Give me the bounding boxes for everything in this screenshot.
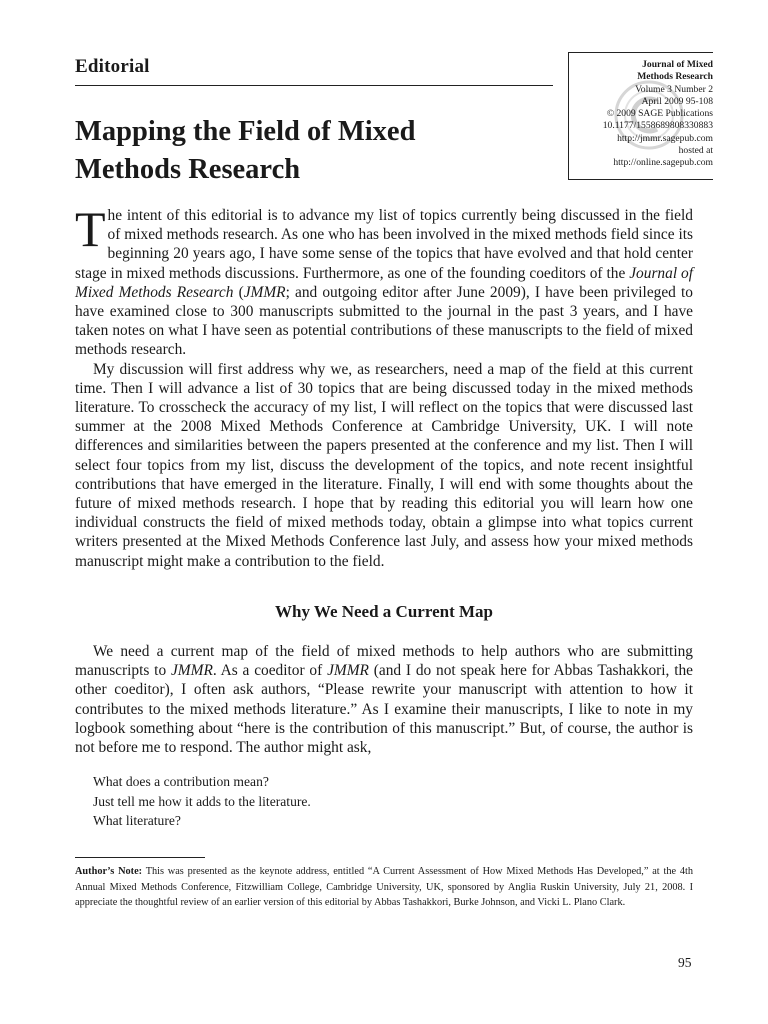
text-run: (and I do not speak here for Abbas Tashakkori, the other coeditor), I often ask authors, “Please rewrite your manuscript with attention to how it contributes to the mixed methods literature.” As I examine their manuscripts, I like to note in my logbook something about “here is the contribution of this manuscript.” But, of course, the author is not before me to respond. The author might ask, <box>75 662 693 757</box>
journal-online-url[interactable]: http://online.sagepub.com <box>613 157 713 169</box>
text-run: he intent of this editorial is to advance my list of topics currently being discussed in the field of mixed methods research. As one who has been involved in the mixed methods field since its beginning 20 years ago, I have some sense of the topics that have evolved and that hold center stage in mixed methods discussions. Furthermore, as one of the founding coeditors of the <box>75 207 693 282</box>
text-run: We need a current map of the field of mixed methods to help authors who are submitting manuscripts to <box>75 643 693 680</box>
section-label: Editorial <box>75 56 150 77</box>
section-heading: Why We Need a Current Map <box>274 601 493 621</box>
journal-abbrev-ref: JMMR <box>243 283 286 301</box>
quote-line: What does a contribution mean? <box>93 774 269 790</box>
journal-info-box <box>568 52 713 180</box>
article-title <box>75 113 555 189</box>
journal-volume: Volume 3 Number 2 <box>635 83 713 95</box>
journal-date-pages: April 2009 95-108 <box>641 95 713 107</box>
intro-paragraph-2: My discussion will first address why we, as researchers, need a map of the field at this current time. Then I will advance a list of 30 topics that are being discussed today in the mixed methods literature. To crosscheck the accuracy of my list, I will reflect on the topics that were discussed last summer at the 2008 Mixed Methods Conference at Cambridge University, UK. I will note differences and similarities between the papers presented at the conference and my list. Then I will select four topics from my list, discuss the development of the topics, and note recent insightful contributions that have emerged in the literature. Finally, I will end with some thoughts about the future of mixed methods research. I hope that by reading this editorial you will learn how one individual constructs the field of mixed methods today, obtain a glimpse into what topics current writers presented at the Mixed Methods Conference last July, and assess how your mixed methods manuscript might make a contribution to the field. <box>75 360 693 570</box>
journal-title-ref: Journal of Mixed Methods Research <box>75 264 693 301</box>
text-run: ( <box>233 283 244 301</box>
quote-line: Just tell me how it adds to the literature. <box>93 793 311 809</box>
authors-note <box>75 864 693 911</box>
footnote-rule <box>75 857 205 858</box>
block-quote <box>93 772 693 831</box>
journal-abbrev-ref: JMMR <box>327 662 369 680</box>
title-line-1: Mapping the Field of Mixed <box>75 116 416 147</box>
section-paragraph-1 <box>75 642 693 757</box>
header-rule <box>75 85 553 86</box>
journal-abbrev-ref: JMMR <box>170 662 213 680</box>
text-run: ; and outgoing editor after June 2009), I have been privileged to have examined close to 300 manuscripts submitted to the journal in the past 3 years, and I have taken notes on what I have seen as potential contributions of these manuscripts to the field of mixed methods research. <box>75 283 693 359</box>
journal-name-line-2: Methods Research <box>637 71 713 83</box>
journal-name-line-1: Journal of Mixed <box>642 59 713 70</box>
intro-paragraph-1 <box>75 201 693 360</box>
article-body <box>75 201 693 831</box>
journal-url[interactable]: http://jmmr.sagepub.com <box>617 132 713 144</box>
text-run: . As a coeditor of <box>212 662 328 680</box>
drop-cap: T <box>75 201 106 257</box>
journal-copyright: © 2009 SAGE Publications <box>606 108 713 120</box>
quote-line: What literature? <box>93 813 181 829</box>
title-line-2: Methods Research <box>75 154 301 185</box>
journal-hosted-at: hosted at <box>678 145 713 157</box>
journal-doi: 10.1177/1558689808330883 <box>602 120 713 132</box>
footnote-text: This was presented as the keynote address, entitled “A Current Assessment of How Mixed Methods Has Developed,” at the 4th Annual Mixed Methods Conference, Fitzwilliam College, Cambridge University, UK, sponsored by Anglia Ruskin University, July 21, 2008. I appreciate the thoughtful review of an earlier version of this editorial by Abbas Tashakkori, Burke Johnson, and Vicki L. Plano Clark. <box>75 866 693 909</box>
footnote-label: Author’s Note: <box>75 866 143 877</box>
page-number: 95 <box>678 955 692 970</box>
